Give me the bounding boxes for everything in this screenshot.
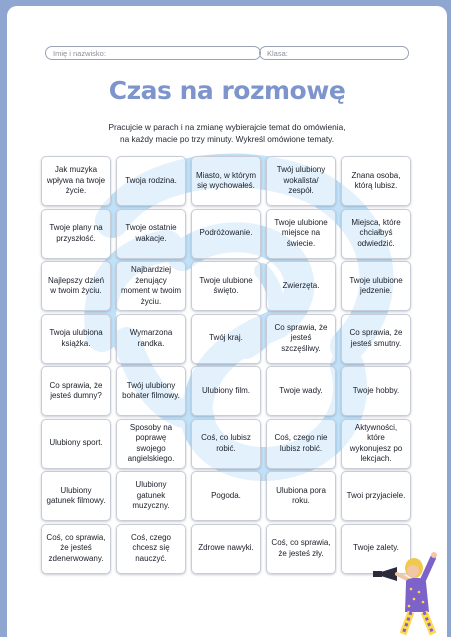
- topic-card[interactable]: Twoi przyjaciele.: [341, 471, 411, 521]
- topic-card[interactable]: Zdrowe nawyki.: [191, 524, 261, 574]
- topic-card[interactable]: Znana osoba, którą lubisz.: [341, 156, 411, 206]
- topic-card[interactable]: Ulubiony gatunek muzyczny.: [116, 471, 186, 521]
- topic-card[interactable]: Twoje plany na przyszłość.: [41, 209, 111, 259]
- instructions-line-2: na każdy macie po trzy minuty. Wykreśl omówione tematy.: [119, 134, 335, 144]
- topic-card[interactable]: Ulubiony gatunek filmowy.: [41, 471, 111, 521]
- topic-card[interactable]: Twoje zalety.: [341, 524, 411, 574]
- topic-card[interactable]: Sposoby na poprawę swojego angielskiego.: [116, 419, 186, 469]
- topic-card[interactable]: Co sprawia, że jesteś smutny.: [341, 314, 411, 364]
- topic-card[interactable]: Twoje wady.: [266, 366, 336, 416]
- topic-card[interactable]: Coś, czego chcesz się nauczyć.: [116, 524, 186, 574]
- topic-card[interactable]: Podróżowanie.: [191, 209, 261, 259]
- page-title: Czas na rozmowę: [108, 76, 346, 105]
- name-label: Imię i nazwisko:: [53, 49, 106, 58]
- topic-card[interactable]: Twoje ostatnie wakacje.: [116, 209, 186, 259]
- topic-card[interactable]: Najbardziej żenujący moment w twoim życiu.: [116, 261, 186, 311]
- topic-card[interactable]: Twoje ulubione miejsce na świecie.: [266, 209, 336, 259]
- topic-card[interactable]: Wymarzona randka.: [116, 314, 186, 364]
- topic-card[interactable]: Twój kraj.: [191, 314, 261, 364]
- topic-card[interactable]: Twoje hobby.: [341, 366, 411, 416]
- topic-card[interactable]: Twoja ulubiona książka.: [41, 314, 111, 364]
- topic-card[interactable]: Coś, co sprawia, że jesteś zły.: [266, 524, 336, 574]
- topic-card[interactable]: Twoje ulubione jedzenie.: [341, 261, 411, 311]
- topic-card[interactable]: Najlepszy dzień w twoim życiu.: [41, 261, 111, 311]
- topic-card[interactable]: Coś, czego nie lubisz robić.: [266, 419, 336, 469]
- topic-card[interactable]: Jak muzyka wpływa na twoje życie.: [41, 156, 111, 206]
- topics-grid: [41, 156, 411, 574]
- topic-card[interactable]: Twój ulubiony wokalista/ zespół.: [266, 156, 336, 206]
- topic-card[interactable]: Twój ulubiony bohater filmowy.: [116, 366, 186, 416]
- topic-card[interactable]: Co sprawia, że jesteś szczęśliwy.: [266, 314, 336, 364]
- topic-card[interactable]: Coś, co lubisz robić.: [191, 419, 261, 469]
- topic-card[interactable]: Coś, co sprawia, że jesteś zdenerwowany.: [41, 524, 111, 574]
- worksheet: [7, 6, 447, 637]
- megaphone-person-icon: [369, 534, 447, 637]
- topic-card[interactable]: Twoje ulubione święto.: [191, 261, 261, 311]
- instructions-line-1: Pracujcie w parach i na zmianę wybierajcie temat do omówienia,: [108, 122, 346, 132]
- topic-card[interactable]: Pogoda.: [191, 471, 261, 521]
- class-label: Klasa:: [267, 49, 288, 58]
- topic-card[interactable]: Co sprawia, że jesteś dumny?: [41, 366, 111, 416]
- topic-card[interactable]: Ulubiona pora roku.: [266, 471, 336, 521]
- topic-card[interactable]: Miejsca, które chciałbyś odwiedzić.: [341, 209, 411, 259]
- topic-card[interactable]: Ulubiony sport.: [41, 419, 111, 469]
- topic-card[interactable]: Twoja rodzina.: [116, 156, 186, 206]
- topic-card[interactable]: Miasto, w którym się wychowałeś.: [191, 156, 261, 206]
- topic-card[interactable]: Zwierzęta.: [266, 261, 336, 311]
- topic-card[interactable]: Ulubiony film.: [191, 366, 261, 416]
- topic-card[interactable]: Aktywności, które wykonujesz po lekcjach.: [341, 419, 411, 469]
